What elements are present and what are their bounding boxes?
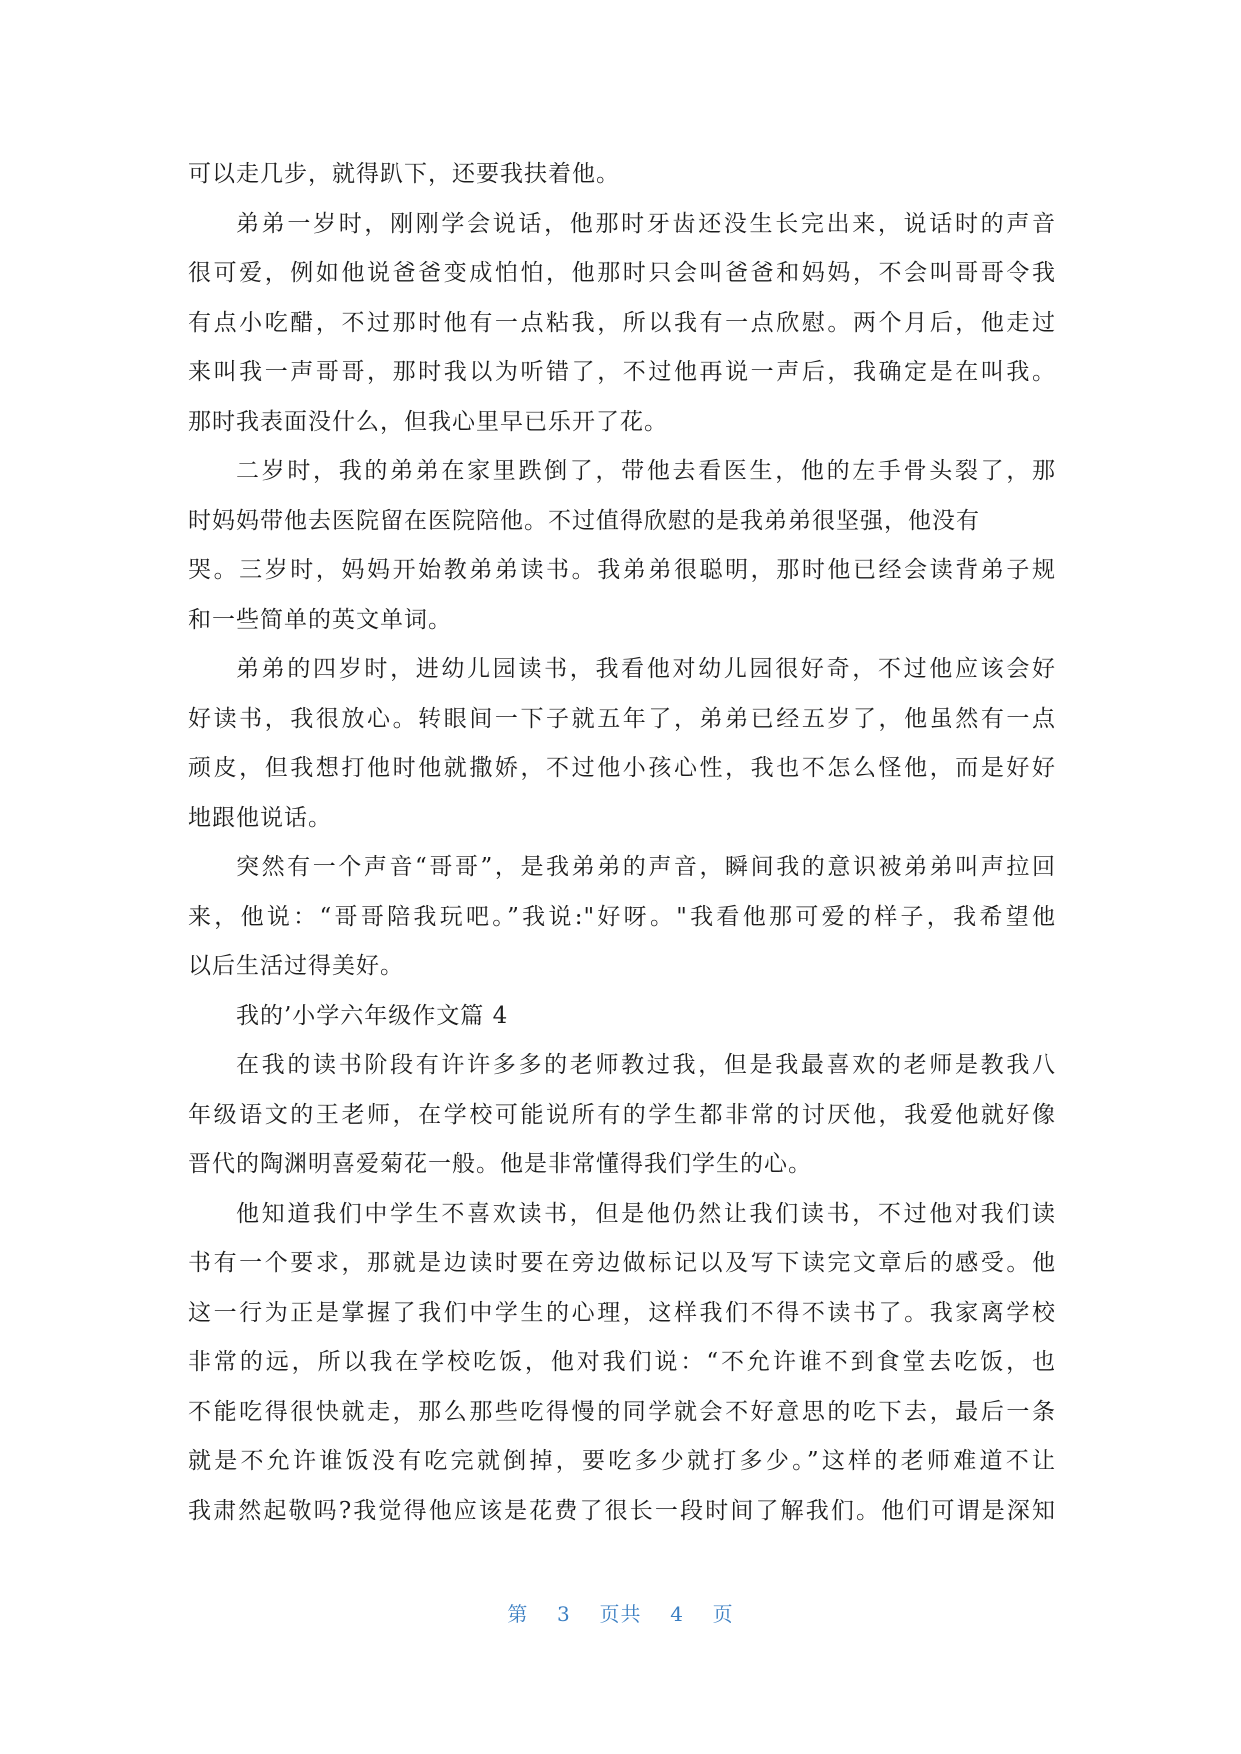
section-heading: 我的’小学六年级作文篇 4 [236,1002,509,1029]
text-line: 年级语文的王老师，在学校可能说所有的学生都非常的讨厌他，我爱他就好像 [188,1101,1056,1128]
text-line: 很可爱，例如他说爸爸变成怕怕，他那时只会叫爸爸和妈妈，不会叫哥哥令我 [188,260,1056,286]
text-line: 这一行为正是掌握了我们中学生的心理，这样我们不得不读书了。我家离学校 [188,1299,1056,1326]
text-line: 地跟他说话。 [188,804,332,831]
text-line: 在我的读书阶段有许许多多的老师教过我，但是我最喜欢的老师是教我八 [236,1052,1056,1078]
text-line: 来叫我一声哥哥，那时我以为听错了，不过他再说一声后，我确定是在叫我。 [188,359,1056,385]
text-line: 以后生活过得美好。 [188,953,404,979]
text-line: 时妈妈带他去医院留在医院陪他。不过值得欣慰的是我弟弟很坚强，他没有 [188,507,980,534]
footer-middle: 页共 [599,1602,642,1626]
footer-prefix: 第 [507,1602,529,1626]
text-line: 二岁时，我的弟弟在家里跌倒了，带他去看医生，他的左手骨头裂了，那 [236,458,1056,484]
text-line: 就是不允许谁饭没有吃完就倒掉，要吃多少就打多少。”这样的老师难道不让 [188,1448,1056,1474]
text-line: 有点小吃醋，不过那时他有一点粘我，所以我有一点欣慰。两个月后，他走过 [188,309,1056,336]
text-line: 和一些简单的英文单词。 [188,606,452,633]
current-page-number: 3 [557,1602,571,1626]
text-line: 顽皮，但我想打他时他就撒娇，不过他小孩心性，我也不怎么怪他，而是好好 [188,755,1056,781]
total-page-number: 4 [670,1602,684,1626]
text-line: 来，他说：“哥哥陪我玩吧。”我说:"好呀。"我看他那可爱的样子，我希望他 [188,903,1056,930]
body-text [188,150,1056,1536]
text-line: 弟弟的四岁时，进幼儿园读书，我看他对幼儿园很好奇，不过他应该会好 [236,656,1056,682]
text-line: 那时我表面没什么，但我心里早已乐开了花。 [188,408,668,435]
text-line: 他知道我们中学生不喜欢读书，但是他仍然让我们读书，不过他对我们读 [236,1200,1056,1227]
text-line: 可以走几步，就得趴下，还要我扶着他。 [188,161,620,187]
text-line: 好读书，我很放心。转眼间一下子就五年了，弟弟已经五岁了，他虽然有一点 [188,705,1056,732]
footer-suffix: 页 [712,1602,734,1626]
page-number-footer [0,1598,1241,1627]
text-line: 突然有一个声音“哥哥”，是我弟弟的声音，瞬间我的意识被弟弟叫声拉回 [236,854,1056,880]
text-line: 哭。三岁时，妈妈开始教弟弟读书。我弟弟很聪明，那时他已经会读背弟子规 [188,557,1056,583]
text-line: 我肃然起敬吗?我觉得他应该是花费了很长一段时间了解我们。他们可谓是深知 [188,1497,1056,1524]
text-line: 不能吃得很快就走，那么那些吃得慢的同学就会不好意思的吃下去，最后一条 [188,1398,1056,1425]
text-line: 晋代的陶渊明喜爱菊花一般。他是非常懂得我们学生的心。 [188,1151,812,1177]
text-line: 非常的远，所以我在学校吃饭，他对我们说：“不允许谁不到食堂去吃饭，也 [188,1349,1056,1375]
text-line: 弟弟一岁时，刚刚学会说话，他那时牙齿还没生长完出来，说话时的声音 [236,210,1056,237]
text-line: 书有一个要求，那就是边读时要在旁边做标记以及写下读完文章后的感受。他 [188,1250,1056,1276]
